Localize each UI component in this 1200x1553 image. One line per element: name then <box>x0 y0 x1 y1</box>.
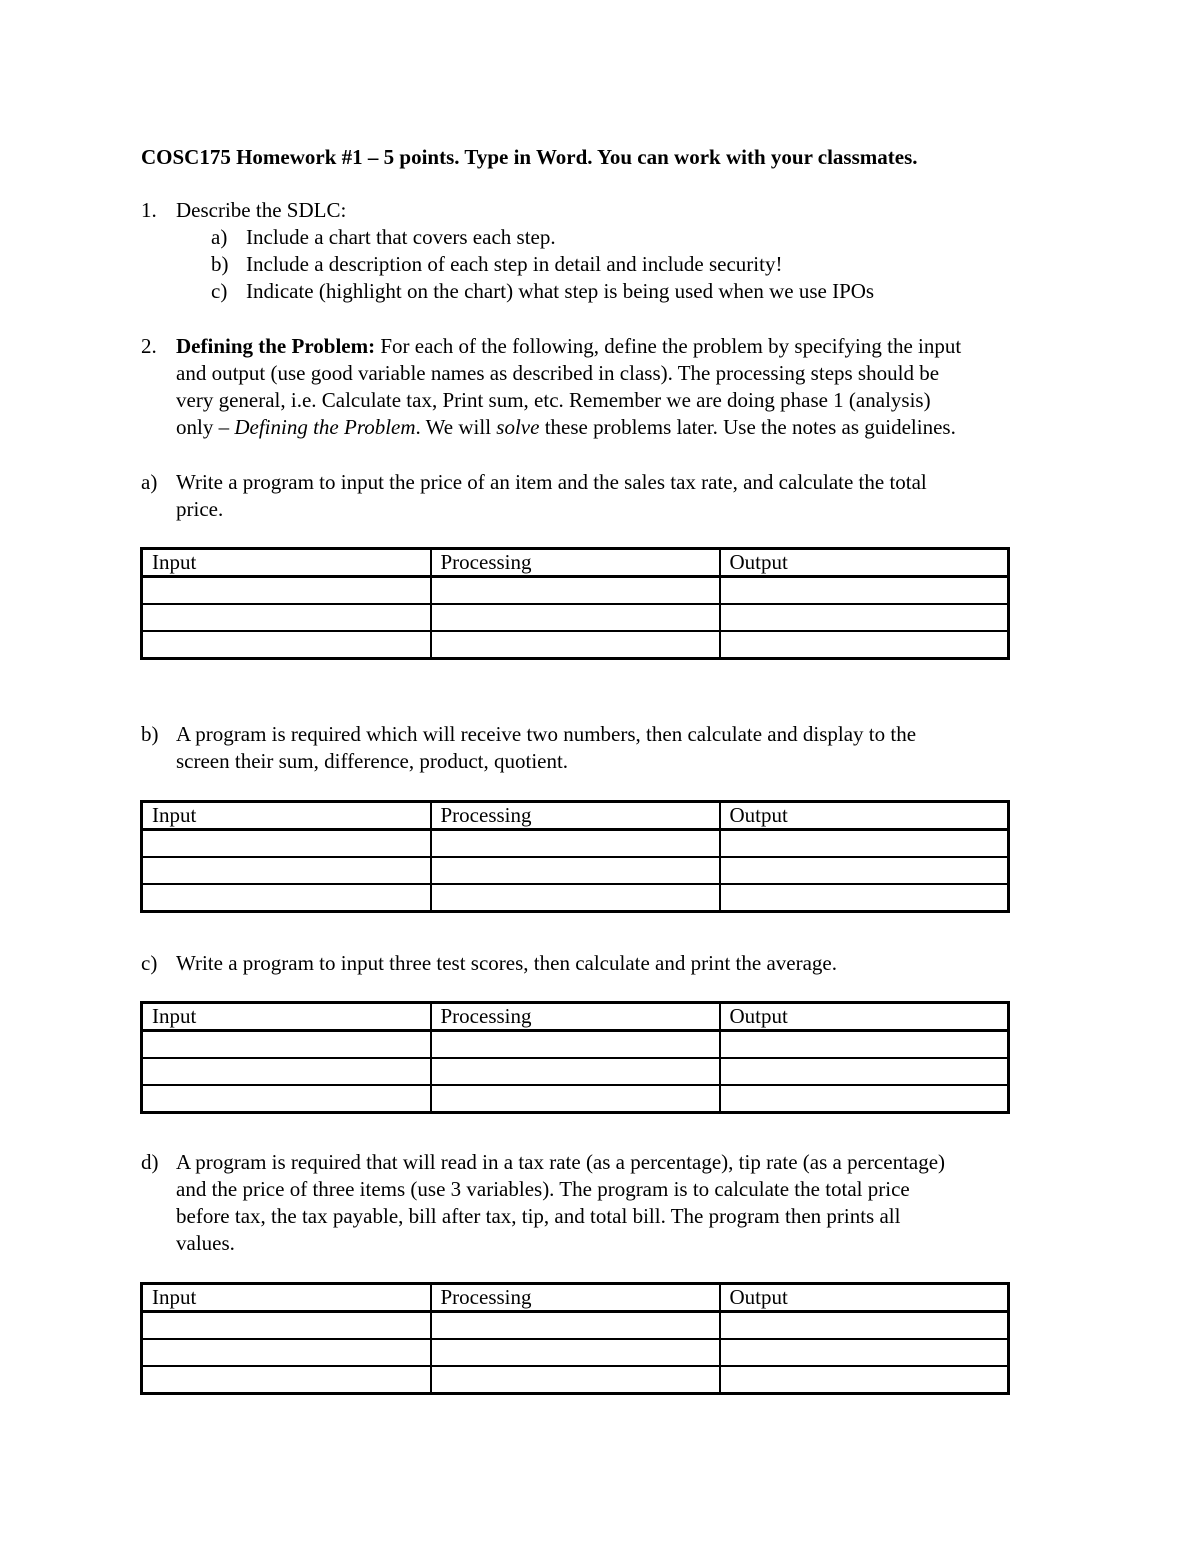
table-row <box>142 1085 1009 1113</box>
output-cell[interactable] <box>720 604 1009 631</box>
processing-cell[interactable] <box>431 1058 720 1085</box>
input-cell[interactable] <box>142 1058 431 1085</box>
output-cell[interactable] <box>720 830 1009 858</box>
part-d-line-4: values. <box>176 1231 235 1255</box>
q1-number: 1. <box>141 198 157 222</box>
document-title: COSC175 Homework #1 – 5 points. Type in Word. You can work with your classmates. <box>141 145 918 169</box>
output-cell[interactable] <box>720 631 1009 659</box>
q1-item-c-label: c) <box>211 279 228 303</box>
processing-cell[interactable] <box>431 1366 720 1394</box>
part-d-label: d) <box>141 1150 159 1174</box>
header-processing: Processing <box>431 802 720 830</box>
table-header-row <box>142 1284 1009 1312</box>
part-a-label: a) <box>141 470 158 494</box>
processing-cell[interactable] <box>431 1085 720 1113</box>
q2-line-1-rest: For each of the following, define the problem by specifying the input <box>375 334 962 358</box>
q2-line-4-c: these problems later. Use the notes as guidelines. <box>539 415 956 439</box>
table-row <box>142 631 1009 659</box>
input-cell[interactable] <box>142 884 431 912</box>
part-d-line-3: before tax, the tax payable, bill after tax, tip, and total bill. The program then prints all <box>176 1204 901 1228</box>
q2-line-4-a: only – <box>176 415 235 439</box>
table-row <box>142 884 1009 912</box>
table-header-row <box>142 802 1009 830</box>
processing-cell[interactable] <box>431 1339 720 1366</box>
processing-cell[interactable] <box>431 857 720 884</box>
output-cell[interactable] <box>720 1085 1009 1113</box>
q2-emphasis-defining: Defining the Problem <box>234 415 416 439</box>
processing-cell[interactable] <box>431 1031 720 1059</box>
q2-line-4-b: . We will <box>415 415 497 439</box>
q2-line-1 <box>176 333 961 360</box>
output-cell[interactable] <box>720 884 1009 912</box>
input-cell[interactable] <box>142 1031 431 1059</box>
table-row <box>142 1058 1009 1085</box>
header-processing: Processing <box>431 1003 720 1031</box>
q2-emphasis-solve: solve <box>496 415 540 439</box>
part-a-line-1: Write a program to input the price of an item and the sales tax rate, and calculate the total <box>176 470 927 494</box>
q1-item-a-label: a) <box>211 225 228 249</box>
output-cell[interactable] <box>720 1031 1009 1059</box>
q1-item-b-text: Include a description of each step in detail and include security! <box>246 252 783 276</box>
processing-cell[interactable] <box>431 604 720 631</box>
q1-item-b-label: b) <box>211 252 229 276</box>
q2-heading: Defining the Problem: <box>176 334 376 358</box>
input-cell[interactable] <box>142 1312 431 1340</box>
input-cell[interactable] <box>142 830 431 858</box>
processing-cell[interactable] <box>431 631 720 659</box>
output-cell[interactable] <box>720 1312 1009 1340</box>
table-row <box>142 1031 1009 1059</box>
output-cell[interactable] <box>720 577 1009 605</box>
input-cell[interactable] <box>142 604 431 631</box>
output-cell[interactable] <box>720 1339 1009 1366</box>
part-c-line-1: Write a program to input three test scores, then calculate and print the average. <box>176 951 837 975</box>
header-input: Input <box>142 1003 431 1031</box>
part-d-line-2: and the price of three items (use 3 variables). The program is to calculate the total price <box>176 1177 910 1201</box>
table-row <box>142 857 1009 884</box>
header-output: Output <box>720 1003 1009 1031</box>
table-row <box>142 604 1009 631</box>
header-output: Output <box>720 549 1009 577</box>
table-row <box>142 1366 1009 1394</box>
processing-cell[interactable] <box>431 577 720 605</box>
output-cell[interactable] <box>720 1366 1009 1394</box>
header-output: Output <box>720 802 1009 830</box>
q2-line-3: very general, i.e. Calculate tax, Print sum, etc. Remember we are doing phase 1 (analysis) <box>176 388 931 412</box>
ipo-table-c <box>140 1001 1010 1114</box>
table-header-row <box>142 1003 1009 1031</box>
input-cell[interactable] <box>142 631 431 659</box>
q2-line-2: and output (use good variable names as described in class). The processing steps should be <box>176 361 940 385</box>
ipo-table-d <box>140 1282 1010 1395</box>
input-cell[interactable] <box>142 577 431 605</box>
part-c-label: c) <box>141 951 158 975</box>
header-output: Output <box>720 1284 1009 1312</box>
header-input: Input <box>142 549 431 577</box>
table-header-row <box>142 549 1009 577</box>
q2-line-4 <box>176 414 956 441</box>
processing-cell[interactable] <box>431 830 720 858</box>
part-a-line-2: price. <box>176 497 224 521</box>
input-cell[interactable] <box>142 857 431 884</box>
header-input: Input <box>142 1284 431 1312</box>
input-cell[interactable] <box>142 1085 431 1113</box>
header-processing: Processing <box>431 549 720 577</box>
q2-number: 2. <box>141 334 157 358</box>
table-row <box>142 1312 1009 1340</box>
part-b-label: b) <box>141 722 159 746</box>
processing-cell[interactable] <box>431 1312 720 1340</box>
ipo-table-a <box>140 547 1010 660</box>
part-b-line-2: screen their sum, difference, product, quotient. <box>176 749 569 773</box>
output-cell[interactable] <box>720 1058 1009 1085</box>
part-b-line-1: A program is required which will receive two numbers, then calculate and display to the <box>176 722 917 746</box>
header-input: Input <box>142 802 431 830</box>
table-row <box>142 1339 1009 1366</box>
q1-item-a-text: Include a chart that covers each step. <box>246 225 556 249</box>
processing-cell[interactable] <box>431 884 720 912</box>
q1-text: Describe the SDLC: <box>176 198 347 222</box>
input-cell[interactable] <box>142 1366 431 1394</box>
input-cell[interactable] <box>142 1339 431 1366</box>
table-row <box>142 577 1009 605</box>
q1-item-c-text: Indicate (highlight on the chart) what step is being used when we use IPOs <box>246 279 875 303</box>
header-processing: Processing <box>431 1284 720 1312</box>
part-d-line-1: A program is required that will read in a tax rate (as a percentage), tip rate (as a percentage) <box>176 1150 946 1174</box>
output-cell[interactable] <box>720 857 1009 884</box>
table-row <box>142 830 1009 858</box>
ipo-table-b <box>140 800 1010 913</box>
